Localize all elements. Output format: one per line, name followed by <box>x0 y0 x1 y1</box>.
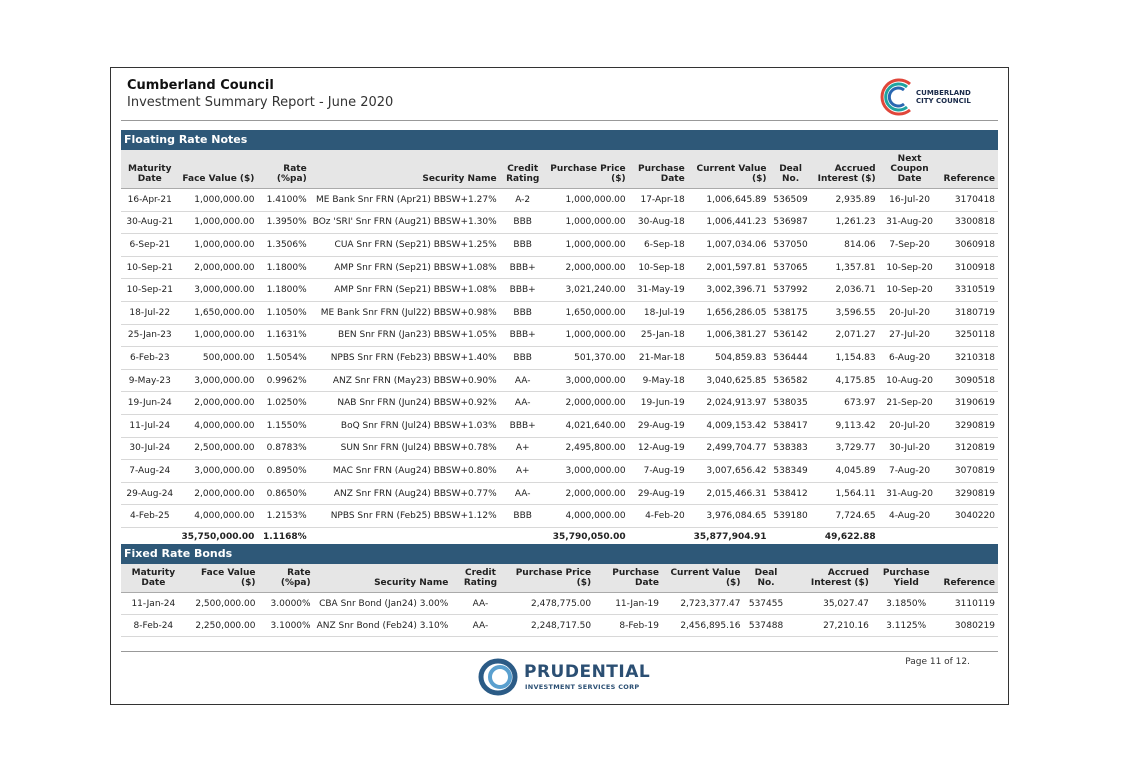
table-cell: 6-Aug-20 <box>879 347 941 370</box>
table-cell: BBB <box>500 347 546 370</box>
column-header: Maturity Date <box>121 150 179 189</box>
table-cell: 1,000,000.00 <box>179 211 258 234</box>
table-cell: 2,000,000.00 <box>546 482 629 505</box>
column-header: Purchase Date <box>594 564 662 593</box>
table-cell: 25-Jan-23 <box>121 324 179 347</box>
table-cell: 2,071.27 <box>812 324 879 347</box>
table-cell: 1,000,000.00 <box>546 234 629 257</box>
table-cell: 35,027.47 <box>789 593 872 615</box>
table-cell: 2,001,597.81 <box>688 256 770 279</box>
table-cell: 27-Jul-20 <box>879 324 941 347</box>
table-cell: 3,729.77 <box>812 437 879 460</box>
table-cell: 7-Aug-19 <box>629 460 688 483</box>
table-cell: 3,000,000.00 <box>179 460 258 483</box>
table-cell: 2,248,717.50 <box>510 615 595 637</box>
table-cell: 3170418 <box>940 189 998 212</box>
table-cell: 539180 <box>770 505 812 528</box>
column-header: Current Value ($) <box>662 564 743 593</box>
table-cell: BBB+ <box>500 414 546 437</box>
table-row <box>121 347 998 370</box>
table-cell: 1.4100% <box>257 189 309 212</box>
table-cell: 4,000,000.00 <box>179 414 258 437</box>
table-cell: 538412 <box>770 482 812 505</box>
report-page <box>110 67 1009 705</box>
table-cell: 16-Jul-20 <box>879 189 941 212</box>
table-cell: 9,113.42 <box>812 414 879 437</box>
table-cell: 10-Sep-20 <box>879 256 941 279</box>
table-cell: 21-Sep-20 <box>879 392 941 415</box>
column-header: Reference <box>940 564 998 593</box>
table-row <box>121 414 998 437</box>
table-cell: 3,976,084.65 <box>688 505 770 528</box>
frn-section <box>121 130 998 548</box>
table-cell: 1,000,000.00 <box>179 234 258 257</box>
table-row <box>121 505 998 528</box>
frb-header-row <box>121 564 998 593</box>
table-cell: 29-Aug-24 <box>121 482 179 505</box>
table-row <box>121 211 998 234</box>
table-row <box>121 593 998 615</box>
table-cell: 1,000,000.00 <box>546 189 629 212</box>
column-header: Deal No. <box>770 150 812 189</box>
table-cell: 1,006,645.89 <box>688 189 770 212</box>
table-cell: 30-Aug-21 <box>121 211 179 234</box>
table-cell: AMP Snr FRN (Sep21) BBSW+1.08% <box>310 279 500 302</box>
table-cell: 4-Aug-20 <box>879 505 941 528</box>
table-cell: 2,723,377.47 <box>662 593 743 615</box>
table-cell: 25-Jan-18 <box>629 324 688 347</box>
table-cell: 1,261.23 <box>812 211 879 234</box>
table-cell: 3040220 <box>940 505 998 528</box>
column-header: Purchase Date <box>629 150 688 189</box>
table-cell: 538417 <box>770 414 812 437</box>
table-cell: 1.3506% <box>257 234 309 257</box>
prudential-name: PRUDENTIAL <box>524 662 651 682</box>
table-cell: 2,250,000.00 <box>186 615 259 637</box>
table-row <box>121 256 998 279</box>
table-cell: 3,596.55 <box>812 301 879 324</box>
table-cell: 2,024,913.97 <box>688 392 770 415</box>
column-header: Accrued Interest ($) <box>812 150 879 189</box>
table-cell: 3070819 <box>940 460 998 483</box>
table-cell: 2,015,466.31 <box>688 482 770 505</box>
frn-section-title: Floating Rate Notes <box>121 130 998 150</box>
table-cell: 1,000,000.00 <box>179 189 258 212</box>
frn-table <box>121 150 998 548</box>
table-cell: SUN Snr FRN (Jul24) BBSW+0.78% <box>310 437 500 460</box>
frb-section-title: Fixed Rate Bonds <box>121 544 998 564</box>
column-header: Maturity Date <box>121 564 186 593</box>
table-cell: 538175 <box>770 301 812 324</box>
column-header: Accrued Interest ($) <box>789 564 872 593</box>
column-header: Rate (%pa) <box>257 150 309 189</box>
table-cell: 2,478,775.00 <box>510 593 595 615</box>
table-cell: 536444 <box>770 347 812 370</box>
table-cell: 30-Jul-24 <box>121 437 179 460</box>
table-cell: AA- <box>500 392 546 415</box>
table-cell: 4-Feb-25 <box>121 505 179 528</box>
table-cell: AA- <box>451 615 509 637</box>
column-header: Security Name <box>314 564 452 593</box>
table-cell: 18-Jul-19 <box>629 301 688 324</box>
table-cell: CUA Snr FRN (Sep21) BBSW+1.25% <box>310 234 500 257</box>
table-row <box>121 189 998 212</box>
table-cell: 1,000,000.00 <box>546 211 629 234</box>
table-cell: ANZ Snr FRN (May23) BBSW+0.90% <box>310 369 500 392</box>
table-cell: 1,006,441.23 <box>688 211 770 234</box>
table-cell: 1,006,381.27 <box>688 324 770 347</box>
column-header: Deal No. <box>743 564 788 593</box>
table-cell: 0.8950% <box>257 460 309 483</box>
table-cell: 7-Aug-20 <box>879 460 941 483</box>
column-header: Purchase Price ($) <box>546 150 629 189</box>
table-cell: 2,000,000.00 <box>179 482 258 505</box>
table-cell: 1.0250% <box>257 392 309 415</box>
footer-divider <box>121 651 998 652</box>
table-cell: 3100918 <box>940 256 998 279</box>
table-cell: 1,357.81 <box>812 256 879 279</box>
table-cell: 19-Jun-24 <box>121 392 179 415</box>
table-cell: 3.1850% <box>872 593 941 615</box>
table-cell: 17-Apr-18 <box>629 189 688 212</box>
table-cell: 3060918 <box>940 234 998 257</box>
table-cell: 27,210.16 <box>789 615 872 637</box>
table-cell: 536509 <box>770 189 812 212</box>
table-cell: BBB <box>500 234 546 257</box>
table-cell: 12-Aug-19 <box>629 437 688 460</box>
table-cell: NPBS Snr FRN (Feb25) BBSW+1.12% <box>310 505 500 528</box>
table-cell: BBB+ <box>500 324 546 347</box>
table-cell: 2,036.71 <box>812 279 879 302</box>
table-cell: 2,000,000.00 <box>179 256 258 279</box>
table-cell: 501,370.00 <box>546 347 629 370</box>
table-row <box>121 324 998 347</box>
table-cell: 3180719 <box>940 301 998 324</box>
table-cell: 4,175.85 <box>812 369 879 392</box>
table-cell: 536987 <box>770 211 812 234</box>
table-cell: 8-Feb-24 <box>121 615 186 637</box>
table-cell: NPBS Snr FRN (Feb23) BBSW+1.40% <box>310 347 500 370</box>
table-cell: 1,650,000.00 <box>179 301 258 324</box>
table-cell: 1.1800% <box>257 279 309 302</box>
table-row <box>121 482 998 505</box>
table-cell: 1,656,286.05 <box>688 301 770 324</box>
table-cell: 1.1550% <box>257 414 309 437</box>
cumberland-logo <box>880 76 970 118</box>
total-cell: 1.1168% <box>257 527 309 547</box>
table-cell: AMP Snr FRN (Sep21) BBSW+1.08% <box>310 256 500 279</box>
table-cell: 1.1800% <box>257 256 309 279</box>
table-cell: 1.1631% <box>257 324 309 347</box>
table-cell: 19-Jun-19 <box>629 392 688 415</box>
table-cell: 7-Aug-24 <box>121 460 179 483</box>
report-title: Investment Summary Report - June 2020 <box>127 95 394 110</box>
table-cell: 1,000,000.00 <box>546 324 629 347</box>
table-cell: 2,000,000.00 <box>179 392 258 415</box>
frn-header-row <box>121 150 998 189</box>
table-cell: 11-Jan-24 <box>121 593 186 615</box>
table-cell: 3120819 <box>940 437 998 460</box>
table-cell: 3210318 <box>940 347 998 370</box>
table-cell: 16-Apr-21 <box>121 189 179 212</box>
table-cell: 2,456,895.16 <box>662 615 743 637</box>
table-cell: BoQ Snr FRN (Jul24) BBSW+1.03% <box>310 414 500 437</box>
table-cell: 536582 <box>770 369 812 392</box>
table-cell: 3,000,000.00 <box>179 279 258 302</box>
table-cell: 537050 <box>770 234 812 257</box>
table-row <box>121 615 998 637</box>
table-cell: 1.1050% <box>257 301 309 324</box>
table-cell: 29-Aug-19 <box>629 482 688 505</box>
table-cell: BOz 'SRI' Snr FRN (Aug21) BBSW+1.30% <box>310 211 500 234</box>
table-cell: AA- <box>500 369 546 392</box>
column-header: Face Value ($) <box>186 564 259 593</box>
table-cell: 538035 <box>770 392 812 415</box>
table-cell: 3.1125% <box>872 615 941 637</box>
table-cell: 3,000,000.00 <box>179 369 258 392</box>
table-cell: 3,040,625.85 <box>688 369 770 392</box>
prudential-ring-icon <box>478 658 520 696</box>
table-cell: AA- <box>500 482 546 505</box>
organisation-name: Cumberland Council <box>127 78 274 93</box>
total-cell: 35,790,050.00 <box>546 527 629 547</box>
table-cell: BEN Snr FRN (Jan23) BBSW+1.05% <box>310 324 500 347</box>
table-cell: 537488 <box>743 615 788 637</box>
table-cell: 20-Jul-20 <box>879 301 941 324</box>
table-cell: 31-Aug-20 <box>879 482 941 505</box>
table-cell: 1.2153% <box>257 505 309 528</box>
table-cell: 4,000,000.00 <box>546 505 629 528</box>
table-cell: 3190619 <box>940 392 998 415</box>
table-cell: 3290819 <box>940 414 998 437</box>
table-cell: 11-Jul-24 <box>121 414 179 437</box>
table-cell: 814.06 <box>812 234 879 257</box>
table-cell: 3250118 <box>940 324 998 347</box>
table-cell: 7,724.65 <box>812 505 879 528</box>
table-cell: A+ <box>500 437 546 460</box>
table-cell: 3090518 <box>940 369 998 392</box>
table-row <box>121 437 998 460</box>
table-cell: 6-Sep-18 <box>629 234 688 257</box>
frb-section <box>121 544 998 637</box>
table-cell: A+ <box>500 460 546 483</box>
table-cell: BBB <box>500 301 546 324</box>
table-cell: 10-Sep-18 <box>629 256 688 279</box>
table-cell: 3,007,656.42 <box>688 460 770 483</box>
table-cell: AA- <box>451 593 509 615</box>
column-header: Credit Rating <box>451 564 509 593</box>
table-row <box>121 234 998 257</box>
table-cell: 3,000,000.00 <box>546 369 629 392</box>
table-cell: 31-Aug-20 <box>879 211 941 234</box>
table-cell: 3,021,240.00 <box>546 279 629 302</box>
table-cell: MAC Snr FRN (Aug24) BBSW+0.80% <box>310 460 500 483</box>
column-header: Next Coupon Date <box>879 150 941 189</box>
table-cell: 10-Sep-21 <box>121 256 179 279</box>
table-cell: 3,002,396.71 <box>688 279 770 302</box>
table-cell: 3290819 <box>940 482 998 505</box>
table-cell: 536142 <box>770 324 812 347</box>
frb-table-body <box>121 593 998 637</box>
table-cell: ME Bank Snr FRN (Jul22) BBSW+0.98% <box>310 301 500 324</box>
cumberland-c-icon <box>880 76 916 118</box>
table-row <box>121 369 998 392</box>
table-row <box>121 392 998 415</box>
table-cell: 3310519 <box>940 279 998 302</box>
frn-table-body <box>121 189 998 547</box>
table-cell: 673.97 <box>812 392 879 415</box>
frb-table <box>121 564 998 637</box>
table-cell: 3110119 <box>940 593 998 615</box>
table-cell: 1,007,034.06 <box>688 234 770 257</box>
header-divider <box>121 120 998 121</box>
table-cell: 4,021,640.00 <box>546 414 629 437</box>
total-cell: 35,750,000.00 <box>179 527 258 547</box>
table-cell: 31-May-19 <box>629 279 688 302</box>
table-cell: 500,000.00 <box>179 347 258 370</box>
column-header: Face Value ($) <box>179 150 258 189</box>
table-cell: 4,000,000.00 <box>179 505 258 528</box>
table-cell: 4,009,153.42 <box>688 414 770 437</box>
table-cell: 4,045.89 <box>812 460 879 483</box>
column-header: Purchase Yield <box>872 564 941 593</box>
table-cell: 10-Sep-20 <box>879 279 941 302</box>
table-cell: 2,000,000.00 <box>546 256 629 279</box>
table-cell: 30-Jul-20 <box>879 437 941 460</box>
table-cell: BBB <box>500 211 546 234</box>
table-cell: 3,000,000.00 <box>546 460 629 483</box>
table-cell: 2,495,800.00 <box>546 437 629 460</box>
table-cell: 4-Feb-20 <box>629 505 688 528</box>
table-cell: 6-Feb-23 <box>121 347 179 370</box>
table-cell: ME Bank Snr FRN (Apr21) BBSW+1.27% <box>310 189 500 212</box>
table-row <box>121 279 998 302</box>
total-cell: 35,877,904.91 <box>688 527 770 547</box>
logo-text <box>916 89 971 105</box>
table-cell: 1,650,000.00 <box>546 301 629 324</box>
table-cell: 2,500,000.00 <box>179 437 258 460</box>
table-cell: 0.8783% <box>257 437 309 460</box>
table-cell: 18-Jul-22 <box>121 301 179 324</box>
prudential-subtitle: INVESTMENT SERVICES CORP <box>525 683 640 691</box>
table-cell: 11-Jan-19 <box>594 593 662 615</box>
table-cell: BBB <box>500 505 546 528</box>
table-cell: 537992 <box>770 279 812 302</box>
table-cell: ANZ Snr Bond (Feb24) 3.10% <box>314 615 452 637</box>
table-cell: ANZ Snr FRN (Aug24) BBSW+0.77% <box>310 482 500 505</box>
table-cell: 1,000,000.00 <box>179 324 258 347</box>
table-cell: 3.1000% <box>258 615 313 637</box>
column-header: Current Value ($) <box>688 150 770 189</box>
table-cell: BBB+ <box>500 279 546 302</box>
table-cell: 10-Sep-21 <box>121 279 179 302</box>
table-cell: 537455 <box>743 593 788 615</box>
logo-line-2: CITY COUNCIL <box>916 97 971 105</box>
table-cell: 3.0000% <box>258 593 313 615</box>
table-cell: 0.8650% <box>257 482 309 505</box>
table-cell: 504,859.83 <box>688 347 770 370</box>
table-cell: 3300818 <box>940 211 998 234</box>
table-cell: 3080219 <box>940 615 998 637</box>
table-cell: 2,935.89 <box>812 189 879 212</box>
table-cell: 2,000,000.00 <box>546 392 629 415</box>
table-cell: 7-Sep-20 <box>879 234 941 257</box>
table-cell: 8-Feb-19 <box>594 615 662 637</box>
table-cell: 0.9962% <box>257 369 309 392</box>
column-header: Rate (%pa) <box>258 564 313 593</box>
column-header: Purchase Price ($) <box>510 564 595 593</box>
table-cell: 20-Jul-20 <box>879 414 941 437</box>
table-row <box>121 301 998 324</box>
column-header: Reference <box>940 150 998 189</box>
table-cell: BBB+ <box>500 256 546 279</box>
table-cell: 9-May-23 <box>121 369 179 392</box>
logo-line-1: CUMBERLAND <box>916 89 971 97</box>
table-row <box>121 460 998 483</box>
table-cell: 30-Aug-18 <box>629 211 688 234</box>
table-cell: 9-May-18 <box>629 369 688 392</box>
table-cell: 29-Aug-19 <box>629 414 688 437</box>
table-cell: 537065 <box>770 256 812 279</box>
table-cell: 6-Sep-21 <box>121 234 179 257</box>
table-cell: 1.3950% <box>257 211 309 234</box>
table-cell: 21-Mar-18 <box>629 347 688 370</box>
table-cell: 2,499,704.77 <box>688 437 770 460</box>
column-header: Security Name <box>310 150 500 189</box>
prudential-logo <box>478 658 651 698</box>
table-cell: NAB Snr FRN (Jun24) BBSW+0.92% <box>310 392 500 415</box>
table-cell: A-2 <box>500 189 546 212</box>
column-header: Credit Rating <box>500 150 546 189</box>
table-cell: 1,154.83 <box>812 347 879 370</box>
table-cell: 1,564.11 <box>812 482 879 505</box>
table-cell: 538349 <box>770 460 812 483</box>
table-cell: 10-Aug-20 <box>879 369 941 392</box>
table-cell: CBA Snr Bond (Jan24) 3.00% <box>314 593 452 615</box>
total-cell: 49,622.88 <box>812 527 879 547</box>
page-number: Page 11 of 12. <box>905 657 970 667</box>
table-cell: 538383 <box>770 437 812 460</box>
table-cell: 2,500,000.00 <box>186 593 259 615</box>
table-cell: 1.5054% <box>257 347 309 370</box>
